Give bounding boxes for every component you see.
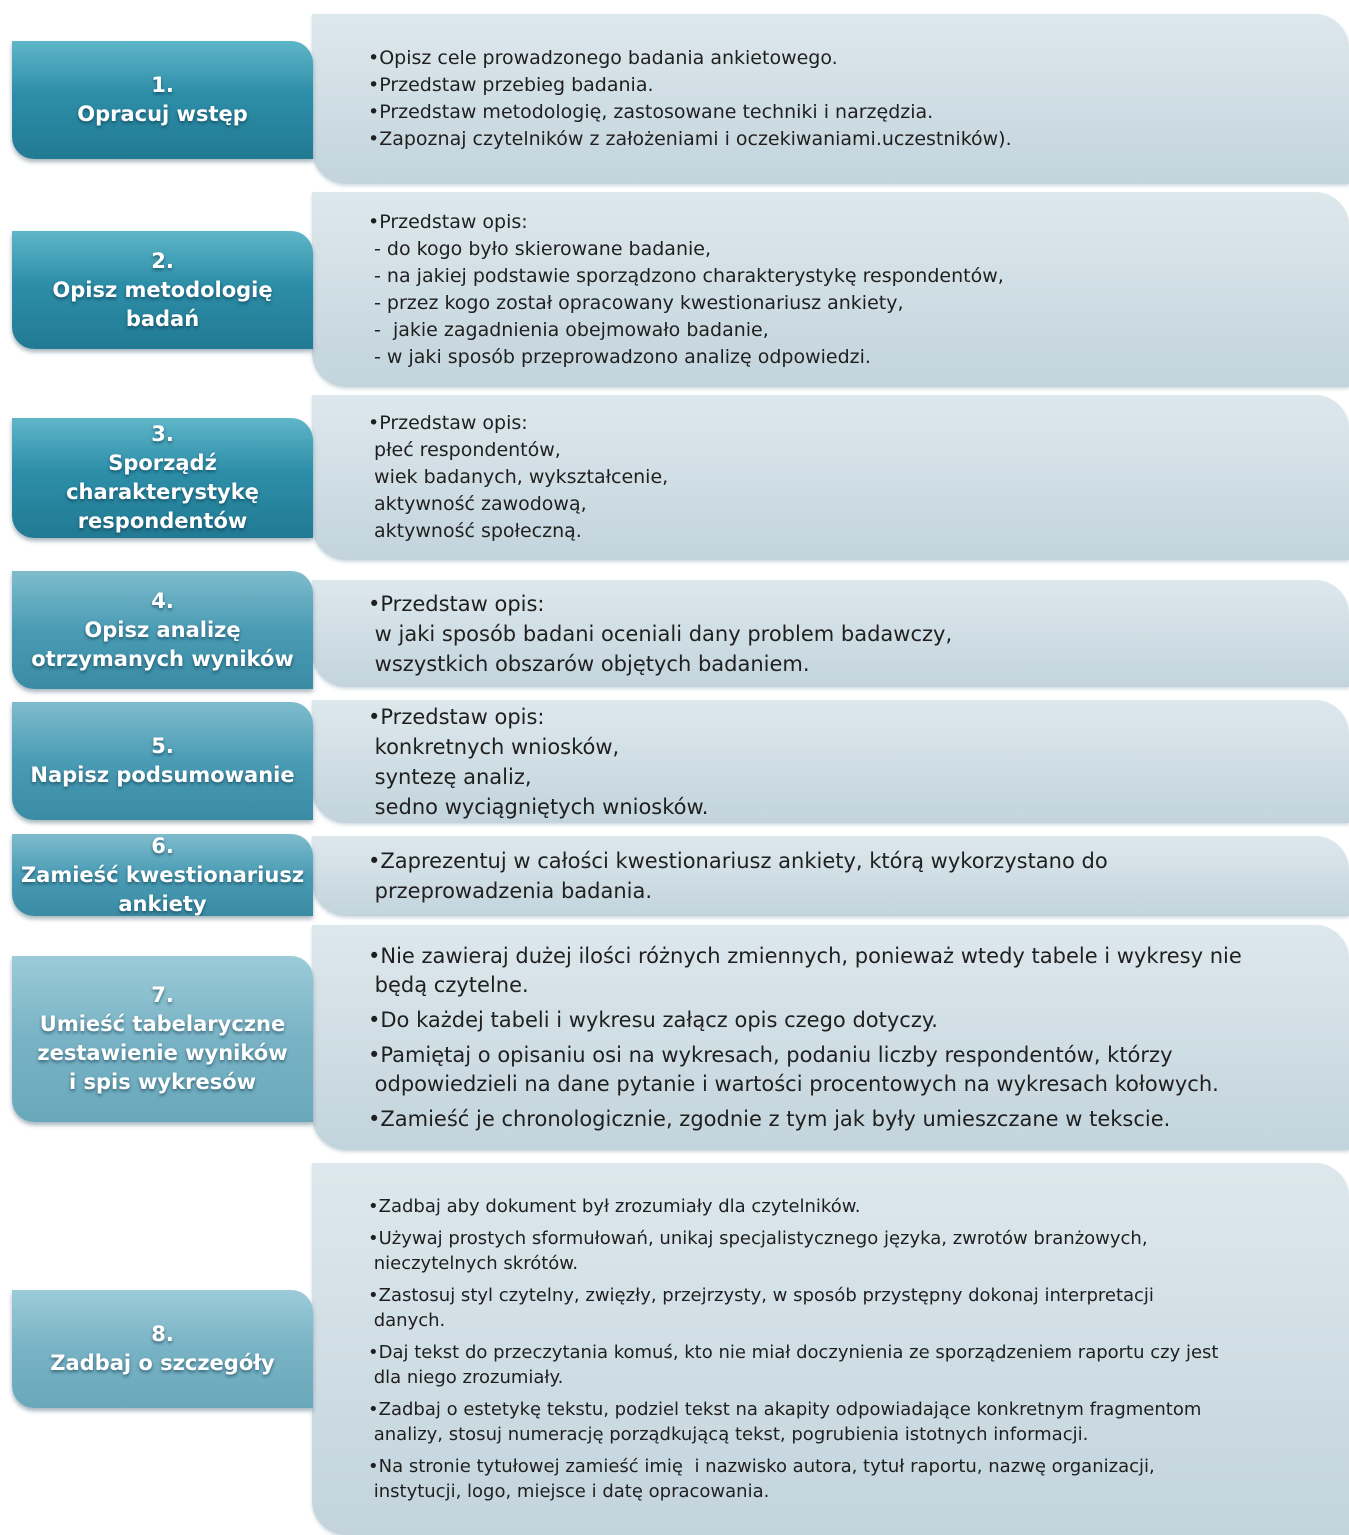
step-8-title: Zadbaj o szczegóły [50, 1351, 275, 1375]
step-2-line: - jakie zagadnienia obejmowało badanie, [368, 318, 769, 341]
step-5-content-panel [312, 700, 1349, 823]
step-3-title: Sporządź [108, 451, 217, 475]
step-1-line: •Przedstaw metodologię, zastosowane techniki i narzędzia. [368, 101, 934, 123]
step-7-line: •Do każdej tabeli i wykresu załącz opis czego dotyczy. [368, 1007, 938, 1032]
step-3-number: 3. [151, 422, 174, 446]
step-3-title: charakterystykę [66, 480, 259, 504]
step-5-line: syntezę analiz, [368, 764, 532, 789]
step-5-title: Napisz podsumowanie [30, 763, 295, 787]
step-1-number: 1. [151, 73, 174, 97]
step-7-content-panel [312, 925, 1349, 1150]
step-1-content-panel [312, 14, 1349, 184]
step-7-title: Umieść tabelaryczne [39, 1012, 286, 1036]
step-7-line: odpowiedzieli na dane pytanie i wartości procentowych na wykresach kołowych. [368, 1071, 1219, 1096]
step-6-content [368, 836, 1309, 916]
step-2-line: - przez kogo został opracowany kwestionariusz ankiety, [368, 291, 904, 314]
step-7-number: 7. [151, 983, 174, 1007]
step-8-line: •Zadbaj o estetykę tekstu, podziel tekst na akapity odpowiadające konkretnym fragmentom [368, 1399, 1202, 1420]
step-7-line: •Pamiętaj o opisaniu osi na wykresach, podaniu liczby respondentów, którzy [368, 1042, 1173, 1067]
step-4-title: otrzymanych wyników [31, 646, 294, 671]
step-5-line: konkretnych wniosków, [368, 734, 620, 759]
step-1-line: •Opisz cele prowadzonego badania ankietowego. [368, 47, 838, 69]
step-8-content [368, 1163, 1309, 1535]
step-3-line: •Przedstaw opis: [368, 412, 528, 434]
step-7-title-box [12, 956, 313, 1122]
step-8-line: •Zadbaj aby dokument był zrozumiały dla czytelników. [368, 1196, 861, 1217]
step-6-line: przeprowadzenia badania. [368, 879, 653, 903]
step-2-line: - na jakiej podstawie sporządzono charakterystykę respondentów, [368, 264, 1004, 287]
step-7-title: zestawienie wyników [37, 1041, 288, 1065]
step-5-line: •Przedstaw opis: [368, 704, 545, 729]
step-5-number: 5. [151, 734, 174, 758]
step-3-line: aktywność społeczną. [368, 520, 582, 542]
step-2-line: •Przedstaw opis: [368, 210, 528, 233]
step-4-number: 4. [151, 588, 174, 613]
step-4-title: Opisz analizę [84, 617, 241, 642]
step-5-title-box [12, 702, 313, 820]
step-4-line: w jaki sposób badani oceniali dany problem badawczy, [368, 621, 953, 646]
step-8-line: •Daj tekst do przeczytania komuś, kto nie miał doczynienia ze sporządzeniem raportu czy jest [368, 1342, 1219, 1363]
step-6-title: Zamieść kwestionariusz [20, 862, 305, 887]
step-1-line: •Zapoznaj czytelników z założeniami i oczekiwaniami.uczestników). [368, 128, 1012, 150]
step-1-title: Opracuj wstęp [77, 102, 248, 126]
step-8-line: •Na stronie tytułowej zamieść imię i nazwisko autora, tytuł raportu, nazwę organizacji, [368, 1456, 1155, 1477]
step-2-title: badań [125, 306, 200, 331]
step-4-content-panel [312, 580, 1349, 687]
step-3-line: aktywność zawodową, [368, 493, 587, 515]
step-3-line: płeć respondentów, [368, 439, 561, 461]
step-7-line: •Nie zawieraj dużej ilości różnych zmiennych, ponieważ wtedy tabele i wykresy nie [368, 943, 1242, 968]
step-2-line: - w jaki sposób przeprowadzono analizę odpowiedzi. [368, 345, 871, 368]
step-8-line: •Używaj prostych sformułowań, unikaj specjalistycznego języka, zwrotów branżowych, [368, 1228, 1148, 1249]
step-2-content-panel [312, 192, 1349, 387]
step-8-content-panel [312, 1163, 1349, 1535]
step-7-line: •Zamieść je chronologicznie, zgodnie z tym jak były umieszczane w tekscie. [368, 1106, 1171, 1131]
step-3-title-box [12, 418, 313, 538]
step-6-title-box [12, 834, 313, 916]
step-6-content-panel [312, 836, 1349, 916]
step-8-line: •Zastosuj styl czytelny, zwięzły, przejrzysty, w sposób przystępny dokonaj interpretacji [368, 1285, 1154, 1306]
step-4-line: wszystkich obszarów objętych badaniem. [368, 651, 810, 676]
step-1-line: •Przedstaw przebieg badania. [368, 74, 654, 96]
step-1-title-box [12, 41, 313, 159]
step-8-line: instytucji, logo, miejsce i datę opracowania. [368, 1481, 770, 1502]
step-6-number: 6. [151, 834, 174, 858]
step-8-line: danych. [368, 1310, 446, 1331]
step-4-title-box [12, 571, 313, 689]
step-6-title: ankiety [118, 891, 207, 916]
step-2-number: 2. [151, 248, 174, 273]
step-8-line: dla niego zrozumiały. [368, 1367, 564, 1388]
step-7-content [368, 925, 1309, 1150]
step-3-line: wiek badanych, wykształcenie, [368, 466, 669, 488]
step-1-content [368, 14, 1309, 184]
step-3-content [368, 395, 1309, 560]
step-3-title: respondentów [77, 509, 248, 533]
step-5-line: sedno wyciągniętych wniosków. [368, 794, 709, 819]
step-3-content-panel [312, 395, 1349, 560]
step-2-line: - do kogo było skierowane badanie, [368, 237, 712, 260]
step-8-line: analizy, stosuj numerację porządkującą tekst, pogrubienia istotnych informacji. [368, 1424, 1089, 1445]
step-8-title-box [12, 1290, 313, 1408]
step-2-title: Opisz metodologię [52, 277, 273, 302]
step-4-line: •Przedstaw opis: [368, 591, 545, 616]
step-8-number: 8. [151, 1322, 174, 1346]
step-2-content [368, 192, 1309, 387]
step-7-line: będą czytelne. [368, 972, 529, 997]
step-4-content [368, 580, 1309, 687]
step-6-line: •Zaprezentuj w całości kwestionariusz ankiety, którą wykorzystano do [368, 849, 1108, 873]
step-8-line: nieczytelnych skrótów. [368, 1253, 579, 1274]
step-2-title-box [12, 231, 313, 349]
step-5-content [368, 700, 1309, 823]
step-7-title: i spis wykresów [68, 1070, 257, 1094]
